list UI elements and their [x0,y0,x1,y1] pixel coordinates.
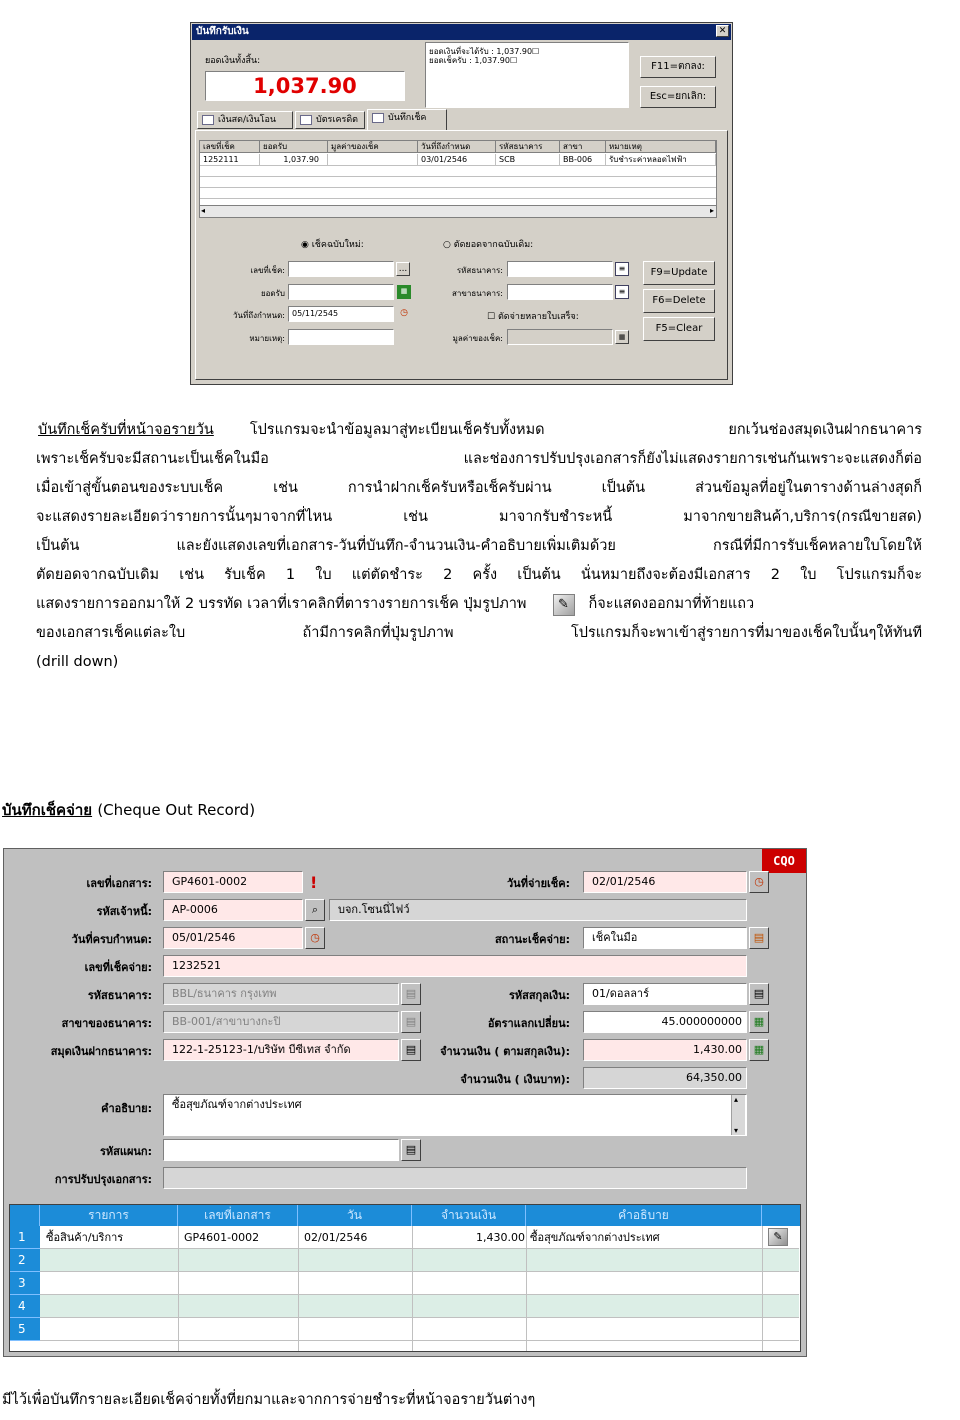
required-icon: ! [310,873,318,892]
note-input[interactable] [288,329,394,345]
due-date-field[interactable]: 05/01/2546 [163,927,303,949]
multi-receipt-checkbox[interactable] [487,309,579,323]
cell: 1,430.00 [476,1231,525,1244]
info-line-1: ยอดเงินที่จะได้รับ : 1,037.90☐ [429,47,540,56]
scroll-down-icon[interactable]: ▾ [734,1126,739,1135]
section-heading-en: (Cheque Out Record) [97,801,256,819]
para-line: จะแสดงรายละเอียดว่ารายการนั้นๆมาจากที่ไหน เช่น มาจากรับชำระหนี้ มาจากขายสินค้า,บริการ(กรณีขายสด) [36,509,922,525]
col-header: วัน [298,1205,412,1226]
bank-input[interactable] [507,261,613,277]
col-header: จำนวนเงิน [412,1205,526,1226]
label-passbook: สมุดเงินฝากธนาคาร: [50,1045,152,1058]
bank-field: BBL/ธนาคาร กรุงเทพ [163,983,399,1005]
label-creditor: รหัสเจ้าหนี้: [96,905,152,918]
radio-empty-icon: ○ [443,240,451,250]
horizontal-scrollbar[interactable] [200,205,716,217]
tab-label: บันทึกเช็ค [388,113,427,123]
table-row[interactable] [40,1249,799,1272]
lookup-icon[interactable]: ▤ [401,983,421,1005]
grid-line [412,1226,413,1351]
cell: GP4601-0002 [184,1231,260,1244]
source-documents-grid [9,1204,801,1352]
grid-line [200,187,716,188]
scroll-right-icon[interactable]: ▸ [709,206,714,215]
grid-line [200,165,716,166]
receive-payment-dialog [190,22,733,385]
browse-button[interactable]: ... [396,262,410,276]
tab-icon [372,113,384,123]
table-row[interactable] [40,1272,799,1295]
label-due-date: วันที่ครบกำหนด: [71,933,152,946]
row-number: 4 [10,1295,40,1318]
tab-icon [300,115,312,125]
info-line-2: ยอดเช็ครับ : 1,037.90☐ [429,56,518,65]
amount-input[interactable] [288,284,394,300]
col-header: คำอธิบาย [526,1205,762,1226]
description-paragraph [36,416,922,677]
status-field[interactable]: เช็คในมือ [583,927,747,949]
label-branch: สาขาธนาคาร: [451,289,503,298]
col-header: เลขที่เอกสาร [178,1205,298,1226]
tab-credit-card[interactable] [295,111,365,129]
label-branch: สาขาของธนาคาร: [61,1017,152,1030]
calculator-icon[interactable]: ▦ [615,330,629,344]
label-department: รหัสแผนก: [100,1145,152,1158]
label-rate: อัตราแลกเปลี่ยน: [487,1017,570,1030]
para-text: โปรแกรมจะนำข้อมูลมาสู่ทะเบียนเช็ครับทั้งหมด ยกเว้นช่องสมุดเงินฝากธนาคาร [249,422,922,438]
clock-icon[interactable]: ◷ [400,308,408,318]
cell[interactable]: รับชำระค่าหลอดไฟฟ้า [606,154,716,165]
table-row[interactable] [40,1226,799,1249]
label-cheque-no: เลขที่เช็คจ่าย: [84,961,152,974]
action-header [762,1205,800,1226]
cell[interactable]: BB-006 [560,154,606,165]
lookup-icon[interactable]: ▤ [749,927,769,949]
cancel-button[interactable]: Esc=ยกเลิก: [640,86,716,108]
tab-cheque[interactable] [367,109,447,131]
para-line: เมื่อเข้าสู่ขั้นตอนของระบบเช็ค เช่น การนำฝากเช็ครับหรือเช็ครับผ่าน เป็นต้น ส่วนข้อมูลที่อยู่ในตารางด้านล่างสุดก็ [36,480,922,496]
cell[interactable]: 1,037.90 [260,154,328,165]
grid-line [762,1226,763,1351]
label-cheque-value: มูลค่าของเช็ค: [452,334,503,343]
label-amount: ยอดรับ [260,289,285,298]
total-value: 1,037.90 [205,71,405,101]
search-icon[interactable]: ⌕ [305,899,325,921]
table-row[interactable] [40,1295,799,1318]
para-line: (drill down) [36,654,119,670]
label-amount-fc: จำนวนเงิน ( ตามสกุลเงิน): [440,1045,570,1058]
checkbox-icon: ☐ [487,312,496,322]
cell: ซื้อสินค้า/บริการ [46,1231,124,1244]
lookup-icon[interactable]: ▤ [401,1011,421,1033]
col-header: วันที่ถึงกำหนด [418,141,496,153]
branch-field: BB-001/สาขาบางกะปิ [163,1011,399,1033]
calculator-icon[interactable]: ▦ [397,285,411,299]
checkbox-label: ตัดจ่ายหลายใบเสร็จ: [497,312,579,322]
grid-line [526,1226,527,1351]
para-text: แสดงรายการออกมาให้ 2 บรรทัด เวลาที่เราคลิกที่ตารางรายการเช็ค ปุ่มรูปภาพ [36,596,527,612]
close-button[interactable]: ✕ [716,25,729,37]
radio-selected-icon: ◉ [301,240,309,250]
para-line: เป็นต้น และยังแสดงเลขที่เอกสาร-วันที่บันทึก-จำนวนเงิน-คำอธิบายเพิ่มเติมด้วย กรณีที่มีการรับเช็คหลายใบโดยให้ [36,538,922,554]
scroll-left-icon[interactable]: ◂ [201,206,206,215]
label-bank: รหัสธนาคาร: [87,989,152,1002]
lookup-icon[interactable]: ≡ [615,285,629,299]
cheque-out-form [3,848,807,1357]
doc-no-field[interactable]: GP4601-0002 [163,871,303,893]
dialog-title: บันทึกรับเงิน [192,24,731,40]
para-line [36,590,922,619]
pay-date-field[interactable]: 02/01/2546 [583,871,747,893]
section-heading-th: บันทึกเช็คจ่าย [2,801,93,819]
para-text: ก็จะแสดงออกมาที่ท้ายแถว [588,596,755,612]
grid-line [200,198,716,199]
description-field[interactable]: ซื้อสุขภัณฑ์จากต่างประเทศ [163,1094,747,1136]
update-button[interactable]: F9=Update [643,261,715,285]
department-field[interactable] [163,1139,399,1161]
label-due-date: วันที่ถึงกำหนด: [233,311,285,320]
adjust-field [163,1167,747,1189]
para-heading: บันทึกเช็ครับที่หน้าจอรายวัน [38,422,214,438]
calculator-icon[interactable]: ▦ [749,1011,769,1033]
scroll-up-icon[interactable]: ▴ [734,1095,739,1104]
lookup-icon[interactable]: ≡ [615,262,629,276]
radio-new-cheque[interactable] [301,237,364,251]
col-header: เลขที่เช็ค [200,141,260,153]
row-number-header [10,1205,40,1226]
label-status: สถานะเช็คจ่าย: [494,933,570,946]
label-currency: รหัสสกุลเงิน: [508,989,570,1002]
label-note: หมายเหตุ: [249,334,285,343]
drill-down-icon: ✎ [553,594,575,616]
radio-label: เช็คฉบับใหม่: [311,240,364,250]
creditor-field[interactable]: AP-0006 [163,899,303,921]
tab-label: บัตรเครดิต [316,115,359,125]
col-header: สาขา [560,141,606,153]
col-header: หมายเหตุ [606,141,716,153]
cell: ซื้อสุขภัณฑ์จากต่างประเทศ [530,1231,660,1244]
calculator-icon[interactable]: ▦ [749,1039,769,1061]
ok-button[interactable]: F11=ตกลง: [640,56,716,78]
form-code-badge: CQO [762,849,806,873]
para-line: ของเอกสารเช็คแต่ละใบ ถ้ามีการคลิกที่ปุ่มรูปภาพ โปรแกรมก็จะพาเข้าสู่รายการที่มาของเช็คใบนั้นๆให้ทันที [36,625,922,641]
tab-icon [202,115,214,125]
col-header: รหัสธนาคาร [496,141,560,153]
col-header: รายการ [40,1205,178,1226]
clear-button[interactable]: F5=Clear [643,317,715,341]
row-number: 1 [10,1226,40,1249]
amount-fc-field[interactable]: 1,430.00 [583,1039,747,1061]
cell[interactable]: 1252111 [200,154,260,165]
label-cheque-no: เลขที่เช็ค: [250,266,285,275]
grid-line [298,1226,299,1351]
amount-thb-field: 64,350.00 [583,1067,747,1089]
creditor-name: บจก.โซนนี่ไฟว์ [329,899,747,921]
label-adjust: การปรับปรุงเอกสาร: [54,1173,152,1186]
lookup-icon[interactable]: ▤ [401,1039,421,1061]
para-line [36,416,922,445]
row-number: 5 [10,1318,40,1341]
clock-icon[interactable]: ◷ [305,927,325,949]
branch-input[interactable] [507,284,613,300]
cheque-no-input[interactable] [288,261,394,277]
passbook-field[interactable]: 122-1-25123-1/บริษัท บีซีเทส จำกัด [163,1039,399,1061]
radio-old-cheque[interactable] [443,237,533,251]
radio-label: ตัดยอดจากฉบับเดิม: [453,240,534,250]
cell[interactable]: 03/01/2546 [418,154,496,165]
delete-button[interactable]: F6=Delete [643,289,715,313]
label-description: คำอธิบาย: [101,1102,152,1115]
section-heading [2,798,255,822]
cell[interactable]: SCB [496,154,560,165]
col-header: ยอดรับ [260,141,328,153]
row-number: 2 [10,1249,40,1272]
tab-cash[interactable] [197,111,293,129]
lookup-icon[interactable]: ▤ [749,983,769,1005]
grid-line [200,176,716,177]
description-scrollbar[interactable] [731,1095,745,1135]
rate-field[interactable]: 45.000000000 [583,1011,747,1033]
due-date-input[interactable]: 05/11/2545 [288,306,394,322]
footer-text: มีไว้เพื่อบันทึกรายละเอียดเช็คจ่ายทั้งที่ยกมาและจากการจ่ายชำระที่หน้าจอรายวันต่างๆ [2,1392,536,1408]
label-pay-date: วันที่จ่ายเช็ค: [507,877,570,890]
total-panel [199,47,423,105]
cell[interactable] [328,154,418,165]
para-line: ตัดยอดจากฉบับเดิม เช่น รับเช็ค 1 ใบ แต่ตัดชำระ 2 ครั้ง เป็นต้น นั่นหมายถึงจะต้องมีเอกสาร 2 ใบ โปรแกรมก็จะ [36,567,922,583]
col-header: มูลค่าของเช็ค [328,141,418,153]
cell: 02/01/2546 [304,1231,368,1244]
cheque-value-input [507,329,613,345]
row-number: 3 [10,1272,40,1295]
tab-label: เงินสด/เงินโอน [218,115,277,125]
clock-icon[interactable]: ◷ [749,871,769,893]
info-box [425,42,629,108]
label-doc-no: เลขที่เอกสาร: [86,877,152,890]
total-label: ยอดเงินทั้งสิ้น: [205,56,261,66]
cheque-no-field[interactable]: 1232521 [163,955,747,977]
label-bank: รหัสธนาคาร: [456,266,503,275]
drill-down-icon[interactable]: ✎ [768,1228,788,1246]
grid-line [178,1226,179,1351]
label-amount-thb: จำนวนเงิน ( เงินบาท): [460,1073,570,1086]
table-row[interactable] [40,1318,799,1341]
currency-field[interactable]: 01/ดอลลาร์ [583,983,747,1005]
cheque-table [199,140,717,218]
para-line: เพราะเช็ครับจะมีสถานะเป็นเช็คในมือ และช่องการปรับปรุงเอกสารก็ยังไม่แสดงรายการเช่นกันเพราะจะแสดงก็ต่อ [36,451,922,467]
lookup-icon[interactable]: ▤ [401,1139,421,1161]
